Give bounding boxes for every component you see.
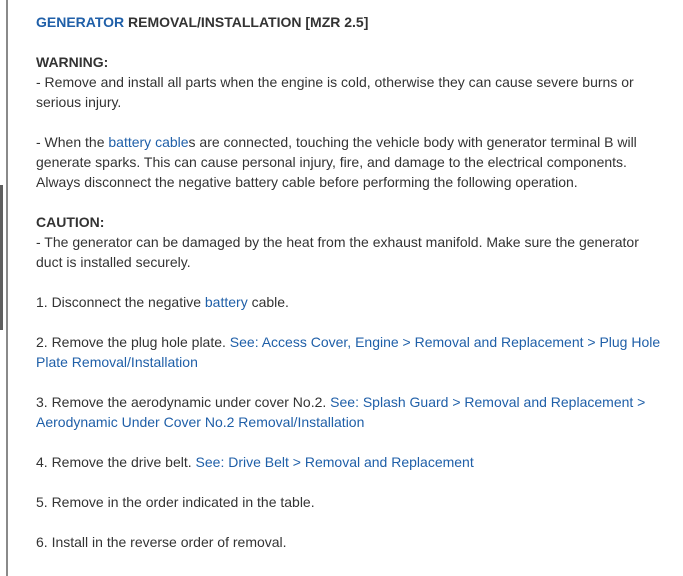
plug-hole-plate-link[interactable]: See: Access Cover, Engine > Removal and Replacement > Plug Hole Plate Removal/Installation [36, 334, 661, 370]
drive-belt-link[interactable]: See: Drive Belt > Removal and Replacement [195, 454, 474, 470]
battery-link[interactable]: battery [204, 294, 248, 310]
battery-cable-link[interactable]: battery cable [108, 134, 189, 150]
warning-item-1: - Remove and install all parts when the engine is cold, otherwise they can cause severe burns or serious injury. [36, 74, 634, 110]
step-4-text: 4. Remove the drive belt. [36, 454, 196, 470]
step-1-text: 1. Disconnect the negative [36, 294, 205, 310]
step-3 [36, 392, 666, 432]
warning-item-2-post: s are connected, touching the vehicle body with generator terminal B will generate sparks. This can cause personal injury, fire, and damage to the electrical components. Always disconnect the negative battery cable before performing the following operation. [36, 134, 637, 190]
step-6: 6. Install in the reverse order of removal. [36, 534, 287, 550]
caution-label: CAUTION: [36, 214, 105, 230]
step-1 [36, 292, 666, 312]
warning-item-2-pre: - When the [36, 134, 109, 150]
left-border [6, 0, 8, 576]
title-text: REMOVAL/INSTALLATION [MZR 2.5] [124, 14, 369, 30]
step-2 [36, 332, 666, 372]
title-keyword-link[interactable]: GENERATOR [36, 14, 125, 30]
under-cover-link[interactable]: See: Splash Guard > Removal and Replacement > Aerodynamic Under Cover No.2 Removal/Installation [36, 394, 646, 430]
procedure-content [36, 12, 666, 552]
page-title [36, 12, 666, 32]
step-5: 5. Remove in the order indicated in the table. [36, 494, 315, 510]
scroll-indicator[interactable] [0, 185, 3, 330]
step-4 [36, 452, 666, 472]
step-2-text: 2. Remove the plug hole plate. [36, 334, 230, 350]
step-3-text: 3. Remove the aerodynamic under cover No.2. [36, 394, 331, 410]
caution-item-1: - The generator can be damaged by the heat from the exhaust manifold. Make sure the generator duct is installed securely. [36, 234, 639, 270]
step-1-post: cable. [247, 294, 289, 310]
warning-label: WARNING: [36, 54, 109, 70]
warning-item-2 [36, 132, 666, 192]
